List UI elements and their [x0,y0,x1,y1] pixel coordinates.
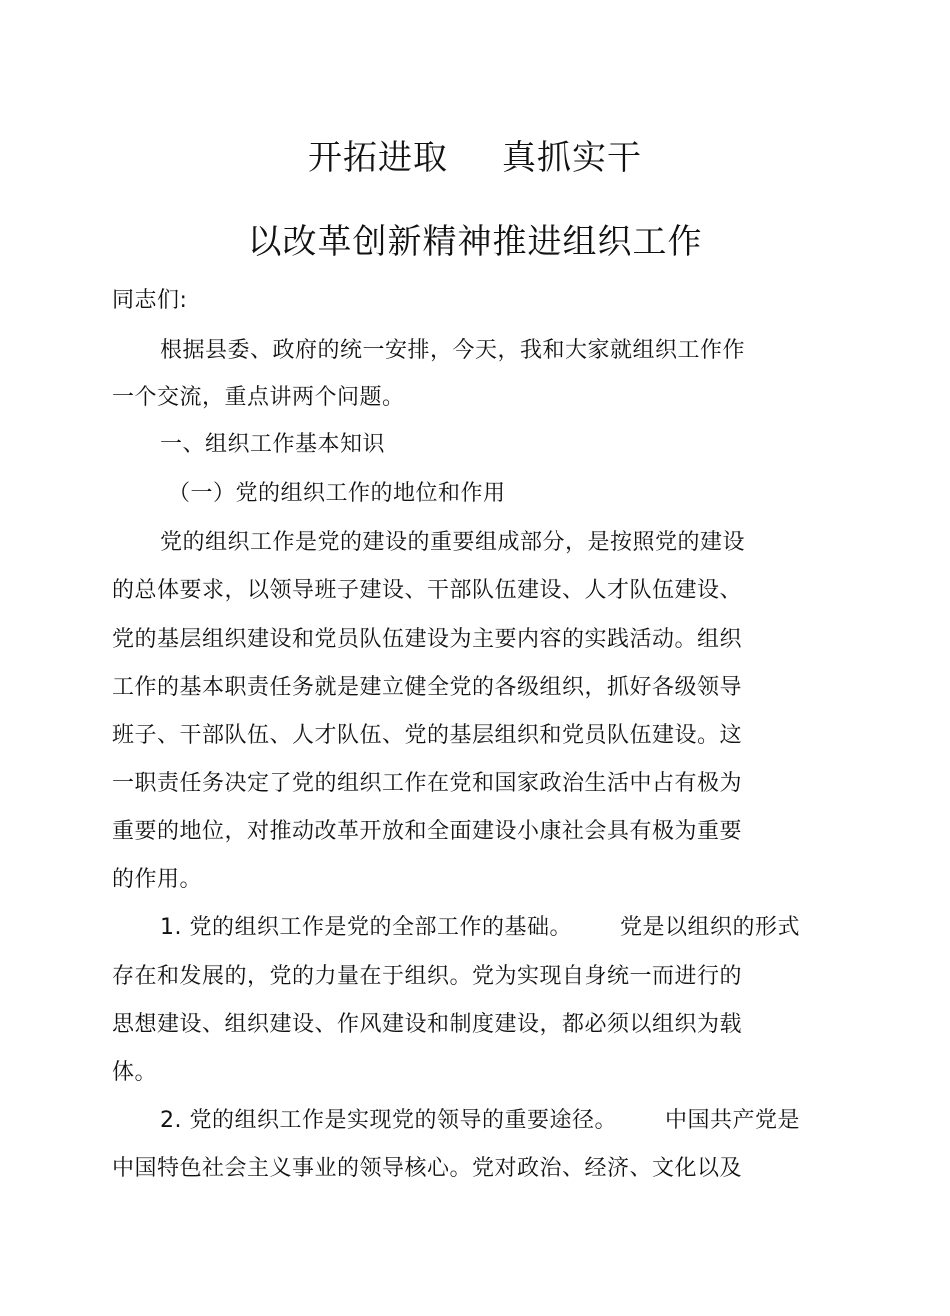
paragraph-line: 的总体要求，以领导班子建设、干部队伍建设、人才队伍建设、 [112,578,743,603]
document-subtitle: 以改革创新精神推进组织工作 [247,222,703,262]
title-part-2: 真抓实干 [502,138,642,178]
paragraph-line: 存在和发展的，党的力量在于组织。党为实现自身统一而进行的 [112,964,743,989]
paragraph-line: 一个交流，重点讲两个问题。 [112,385,405,410]
point-1-heading: 1. 党的组织工作是党的全部工作的基础。 [160,915,572,940]
paragraph-line: 一职责任务决定了党的组织工作在党和国家政治生活中占有极为 [112,771,743,796]
salutation: 同志们: [112,288,188,313]
paragraph-line: 班子、干部队伍、人才队伍、党的基层组织和党员队伍建设。这 [112,723,743,748]
point-2-heading: 2. 党的组织工作是实现党的领导的重要途径。 [160,1108,617,1133]
title-part-1: 开拓进取 [308,138,448,178]
paragraph-line: 思想建设、组织建设、作风建设和制度建设，都必须以组织为载 [112,1012,743,1037]
point-1-text: 党是以组织的形式 [620,915,801,940]
paragraph-line: 工作的基本职责任务就是建立健全党的各级组织，抓好各级领导 [112,675,743,700]
paragraph-line: 的作用。 [112,867,203,892]
paragraph-line: 重要的地位，对推动改革开放和全面建设小康社会具有极为重要 [112,819,743,844]
paragraph-line: 体。 [112,1060,158,1085]
section-heading: 一、组织工作基本知识 [160,432,386,457]
point-2-text: 中国共产党是 [665,1108,801,1133]
point-1-line [160,913,800,943]
point-2-line [160,1106,800,1136]
paragraph-line: 党的组织工作是党的建设的重要组成部分，是按照党的建设 [160,530,746,555]
paragraph-line: 党的基层组织建设和党员队伍建设为主要内容的实践活动。组织 [112,627,743,652]
document-title [0,138,950,178]
paragraph-line: 根据县委、政府的统一安排，今天，我和大家就组织工作作 [160,338,746,363]
paragraph-line: 中国特色社会主义事业的领导核心。党对政治、经济、文化以及 [112,1156,743,1181]
subsection-heading: （一）党的组织工作的地位和作用 [168,481,506,506]
